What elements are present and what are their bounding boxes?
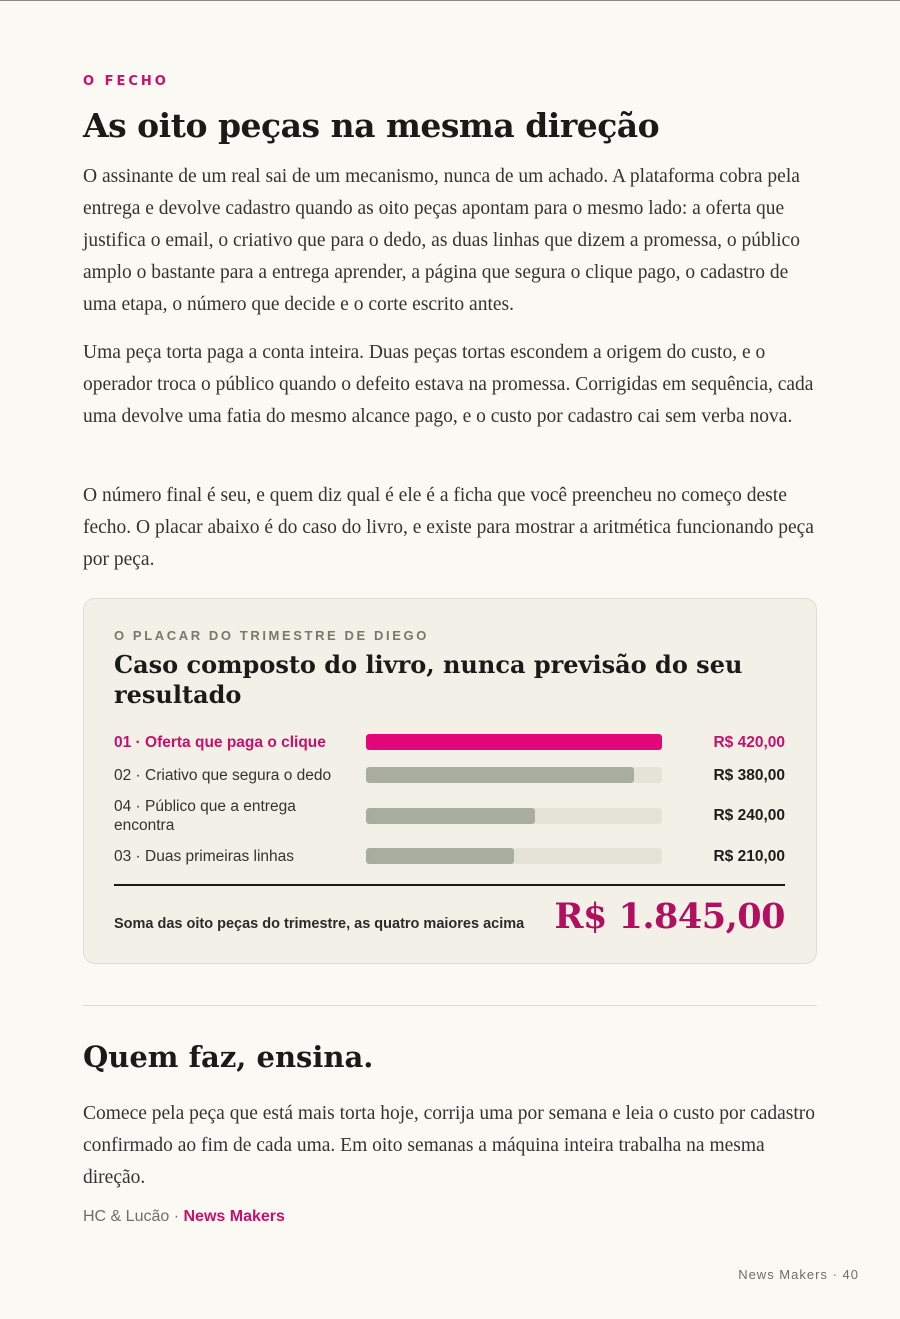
page-title: As oito peças na mesma direção bbox=[83, 106, 660, 145]
scoreboard-row bbox=[114, 847, 785, 867]
scoreboard-eyebrow: O PLACAR DO TRIMESTRE DE DIEGO bbox=[114, 628, 429, 643]
scoreboard-row bbox=[114, 766, 785, 786]
row-label: 04 · Público que a entrega encontra bbox=[114, 798, 296, 834]
scoreboard-title: Caso composto do livro, nunca previsão do seu resultado bbox=[114, 650, 743, 709]
closing-text: Comece pela peça que está mais torta hoje, corrija uma por semana e leia o custo por cadastro confirmado ao fim de cada uma. Em oito semanas a máquina inteira trabalha na mesma direção. bbox=[83, 1103, 816, 1188]
paragraph-1: O assinante de um real sai de um mecanismo, nunca de um achado. A plataforma cobra pela entrega e devolve cadastro quando as oito peças apontam para o mesmo lado: a oferta que justifica o email, o criativo que para o dedo, as duas linhas que dizem a promessa, o público amplo o bastante para a entrega aprender, a página que segura o clique pago, o cadastro de uma etapa, o número que decide e o corte escrito antes. bbox=[83, 166, 800, 315]
page-number: 40 bbox=[842, 1267, 859, 1282]
scoreboard-row bbox=[114, 797, 785, 837]
bar-track bbox=[366, 848, 662, 864]
bar-track bbox=[366, 767, 662, 783]
paragraph-2: Uma peça torta paga a conta inteira. Duas peças tortas escondem a origem do custo, e o operador troca o público quando o defeito estava na promessa. Corrigidas em sequência, cada uma devolve uma fatia do mesmo alcance pago, e o custo por cadastro cai sem verba nova. bbox=[83, 342, 814, 427]
bar-fill bbox=[366, 734, 662, 750]
byline bbox=[83, 1208, 285, 1226]
bar-fill bbox=[366, 848, 514, 864]
sum-divider bbox=[114, 884, 785, 886]
bar-fill bbox=[366, 808, 535, 824]
row-value: R$ 380,00 bbox=[713, 767, 785, 784]
sum-value: R$ 1.845,00 bbox=[554, 896, 785, 937]
page-footer bbox=[738, 1267, 859, 1282]
bar-fill bbox=[366, 767, 634, 783]
section-label: O FECHO bbox=[83, 74, 169, 89]
footer-publication: News Makers bbox=[738, 1267, 828, 1282]
bar-track bbox=[366, 734, 662, 750]
sum-label: Soma das oito peças do trimestre, as quatro maiores acima bbox=[114, 916, 525, 932]
section-divider bbox=[83, 1005, 817, 1006]
row-value: R$ 240,00 bbox=[713, 807, 785, 824]
row-value: R$ 420,00 bbox=[713, 734, 785, 751]
top-border bbox=[0, 0, 900, 1]
row-label: 03 · Duas primeiras linhas bbox=[114, 848, 295, 865]
row-label: 01 · Oferta que paga o clique bbox=[114, 734, 326, 751]
closing-heading: Quem faz, ensina. bbox=[83, 1040, 374, 1074]
byline-authors: HC & Lucão bbox=[83, 1208, 170, 1225]
byline-separator: · bbox=[173, 1208, 180, 1225]
bar-track bbox=[366, 808, 662, 824]
scoreboard-row bbox=[114, 733, 785, 753]
row-value: R$ 210,00 bbox=[713, 848, 785, 865]
byline-brand: News Makers bbox=[183, 1208, 285, 1225]
row-label: 02 · Criativo que segura o dedo bbox=[114, 767, 332, 784]
paragraph-3: O número final é seu, e quem diz qual é ele é a ficha que você preencheu no começo deste fecho. O placar abaixo é do caso do livro, e existe para mostrar a aritmética funcionando peça por peça. bbox=[83, 485, 814, 570]
footer-separator: · bbox=[832, 1267, 838, 1282]
